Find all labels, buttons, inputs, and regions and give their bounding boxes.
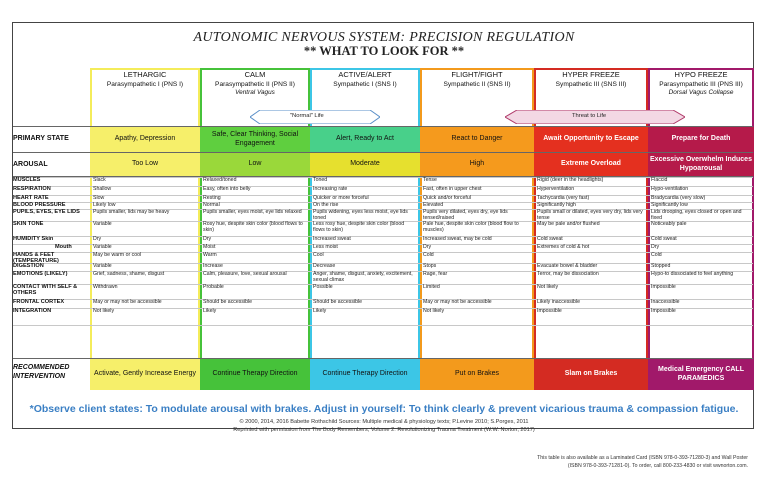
table-cell: Impossible: [651, 308, 676, 314]
recommended-value: Medical Emergency CALL PARAMEDICS: [658, 365, 744, 382]
table-cell: On the rise: [313, 202, 339, 208]
availability-line-1: This table is also available as a Laminated Card (ISBN 978-0-393-71280-3) and Wall Poster: [537, 455, 748, 461]
table-cell: Likely low: [93, 202, 116, 208]
table-cell: Terror, may be dissociation: [537, 271, 599, 277]
recommended-value: Continue Therapy Direction: [212, 370, 298, 378]
reprinted-line: Reprinted with permission from The Body Remembers, Volume 2: Revolutionizing Trauma Treatment (W.W. Norton, 2017): [233, 427, 535, 433]
table-cell: Rage, fear: [423, 271, 448, 277]
table-cell: Limited: [423, 284, 440, 290]
table-cell: Probable: [203, 284, 224, 290]
table-cell: Hyperventilation: [537, 186, 575, 192]
table-cell: Normal: [203, 202, 220, 208]
table-cell: Rigid (deer in the headlights): [537, 177, 604, 183]
table-cell: Pupils very dilated, eyes dry, eye lids tensed/raised: [423, 209, 508, 221]
row-label: Mouth: [55, 244, 72, 250]
arousal-value: Excessive Overwhelm Induces Hypoarousal: [650, 155, 752, 172]
arousal-label: AROUSAL: [13, 161, 48, 168]
arousal-value: Low: [248, 160, 262, 168]
table-cell: Stops: [423, 263, 437, 269]
col-head-calm: CALM Parasympathetic II (PNS II) Ventral Vagus: [215, 70, 295, 96]
table-cell: Cool: [313, 252, 324, 258]
table-cell: Cold: [651, 252, 662, 258]
recommended-value: Continue Therapy Direction: [322, 370, 408, 378]
recommended-value: Slam on Brakes: [564, 370, 618, 378]
table-cell: Dry: [651, 244, 660, 250]
table-cell: Resting: [203, 195, 221, 201]
table-cell: Quick and/or forceful: [423, 195, 471, 201]
row-label: PUPILS, EYES, EYE LIDS: [13, 209, 80, 215]
table-cell: Withdrawn: [93, 284, 118, 290]
table-cell: Dry: [203, 236, 212, 242]
col-head-lethargic: LETHARGIC Parasympathetic I (PNS I): [106, 70, 184, 88]
table-cell: Easy, often into belly: [203, 186, 251, 192]
table-cell: Significantly low: [651, 202, 688, 208]
table-cell: Toned: [313, 177, 328, 183]
col-head-hyper-freeze: HYPER FREEZE Sympathetic III (SNS III): [555, 70, 627, 88]
row-label: DIGESTION: [13, 263, 44, 269]
table-cell: Cold: [423, 252, 434, 258]
divider: [13, 152, 753, 153]
table-cell: Variable: [93, 244, 112, 250]
table-cell: Tachycardia (very fast): [537, 195, 590, 201]
row-label: HUMIDITY Skin: [13, 236, 54, 242]
row-label: SKIN TONE: [13, 221, 44, 227]
primary_state-value: React to Danger: [451, 135, 503, 143]
page-title: AUTONOMIC NERVOUS SYSTEM: PRECISION REGULATION: [193, 30, 575, 45]
arousal-value: Moderate: [350, 160, 380, 168]
table-cell: Bradycardia (very slow): [651, 195, 706, 201]
table-cell: Dry: [93, 236, 102, 242]
table-cell: Moist: [203, 244, 216, 250]
table-cell: Fast, often in upper chest: [423, 186, 482, 192]
table-cell: Anger, shame, disgust, anxiety, excitement, sexual climax: [313, 271, 413, 283]
table-cell: Noticeably pale: [651, 221, 687, 227]
primary_state-value: Alert, Ready to Act: [336, 135, 394, 143]
normal-life-label: "Normal" Life: [290, 113, 324, 119]
table-cell: Impossible: [537, 308, 562, 314]
table-cell: Not likely: [537, 284, 559, 290]
table-cell: Pupils smaller, lids may be heavy: [93, 209, 170, 215]
row-label: INTEGRATION: [13, 308, 52, 314]
table-cell: Elevated: [423, 202, 444, 208]
table-cell: Inaccessible: [651, 299, 680, 305]
table-cell: Pupils smaller, eyes moist, eye lids relaxed: [203, 209, 302, 215]
table-cell: Tense: [423, 177, 437, 183]
row-label: RESPIRATION: [13, 186, 51, 192]
table-cell: Less rosy hue, despite skin color (blood flows to skin): [313, 221, 405, 233]
row-divider: [13, 325, 753, 326]
availability-line-2: (ISBN 978-0-393-71281-0). To order, call 800-233-4830 or visit wwnorton.com.: [567, 463, 748, 469]
table-cell: May or may not be accessible: [93, 299, 162, 305]
row-label: MUSCLES: [13, 177, 41, 183]
table-cell: Slow: [93, 195, 105, 201]
table-cell: Flaccid: [651, 177, 668, 183]
table-cell: Pale hue, despite skin color (blood flow to muscles): [423, 221, 519, 233]
col-head-hypo-freeze: HYPO FREEZE Parasympathetic III (PNS III) Dorsal Vagus Collapse: [659, 70, 743, 96]
table-cell: Not likely: [93, 308, 115, 314]
footer-note: *Observe client states: To modulate arousal with brakes. Adjust in yourself: To think clearly & prevent vicarious trauma & compassion fatigue.: [29, 403, 739, 415]
table-cell: Stopped: [651, 263, 671, 269]
page-subtitle: ** WHAT TO LOOK FOR **: [303, 44, 465, 58]
col-head-active-alert: ACTIVE/ALERT Sympathetic I (SNS I): [333, 70, 397, 88]
table-cell: Significantly high: [537, 202, 576, 208]
table-cell: Quicker or more forceful: [313, 195, 369, 201]
column-lethargic: [90, 68, 200, 390]
table-cell: Grief, sadness, shame, disgust: [93, 271, 165, 277]
table-cell: Dry: [423, 244, 432, 250]
table-cell: Likely: [203, 308, 217, 314]
table-cell: May be warm or cool: [93, 252, 142, 258]
table-cell: Extremes of cold & hot: [537, 244, 590, 250]
divider: [13, 358, 753, 359]
table-cell: May be pale and/or flushed: [537, 221, 600, 227]
table-cell: Slack: [93, 177, 106, 183]
table-cell: Relaxed/toned: [203, 177, 237, 183]
table-cell: Evacuate bowel & bladder: [537, 263, 598, 269]
table-cell: Not likely: [423, 308, 445, 314]
row-label: BLOOD PRESSURE: [13, 202, 66, 208]
table-cell: Should be accessible: [313, 299, 363, 305]
arousal-value: Too Low: [131, 160, 159, 168]
row-label: HANDS & FEET (TEMPERATURE): [13, 252, 59, 264]
table-cell: Should be accessible: [203, 299, 253, 305]
copyright-line: © 2000, 2014, 2016 Babette Rothschild Sources: Multiple medical & physiology texts; P.Levine 2010; S.Porges, 2011: [239, 419, 529, 425]
table-cell: May or may not be accessible: [423, 299, 492, 305]
primary_state-value: Await Opportunity to Escape: [543, 135, 639, 143]
table-cell: Decrease: [313, 263, 336, 269]
table-cell: Pupils widening, eyes less moist, eye lids toned: [313, 209, 408, 221]
table-cell: Increased sweat: [313, 236, 351, 242]
table-cell: Rosy hue, despite skin color (blood flows to skin): [203, 221, 303, 233]
table-cell: Likely inaccessible: [537, 299, 580, 305]
divider: [13, 126, 753, 127]
table-cell: Lids drooping, eyes closed or open and fixed: [651, 209, 742, 221]
table-cell: Shallow: [93, 186, 112, 192]
table-cell: Cold sweat: [651, 236, 677, 242]
table-cell: Warm: [203, 252, 217, 258]
table-cell: Less moist: [313, 244, 338, 250]
table-cell: Likely: [313, 308, 327, 314]
arousal-value: Extreme Overload: [561, 160, 621, 168]
col-head-flight-fight: FLIGHT/FIGHT Sympathetic II (SNS II): [443, 70, 511, 88]
row-label: HEART RATE: [13, 195, 49, 201]
table-cell: Hypo-to dissociated to feel anything: [651, 271, 734, 277]
recommended-value: Put on Brakes: [455, 370, 499, 378]
table-cell: Pupils small or dilated, eyes very dry, lids very tense: [537, 209, 643, 221]
table-cell: Calm, pleasure, love, sexual arousal: [203, 271, 287, 277]
table-cell: Possible: [313, 284, 333, 290]
table-cell: Increased sweat, may be cold: [423, 236, 492, 242]
recommended-label: RECOMMENDED INTERVENTION: [13, 364, 70, 380]
table-cell: Increasing rate: [313, 186, 348, 192]
primary_state-value: Prepare for Death: [671, 135, 731, 143]
primary_state-value: Apathy, Depression: [114, 135, 176, 143]
table-cell: Variable: [93, 263, 112, 269]
table-cell: Hypo-ventilation: [651, 186, 689, 192]
table-cell: Variable: [93, 221, 112, 227]
recommended-value: Activate, Gently Increase Energy: [94, 370, 196, 378]
row-label: EMOTIONS (LIKELY): [13, 271, 68, 277]
table-cell: Cold sweat: [537, 236, 563, 242]
table-cell: Increase: [203, 263, 223, 269]
arousal-value: High: [469, 160, 485, 168]
primary-state-label: PRIMARY STATE: [13, 135, 69, 142]
table-cell: Impossible: [651, 284, 676, 290]
primary_state-value: Safe, Clear Thinking, Social Engagement: [211, 130, 299, 147]
row-label: CONTACT WITH SELF & OTHERS: [13, 284, 78, 296]
threat-to-life-label: Threat to Life: [572, 113, 607, 119]
row-label: FRONTAL CORTEX: [13, 299, 65, 305]
